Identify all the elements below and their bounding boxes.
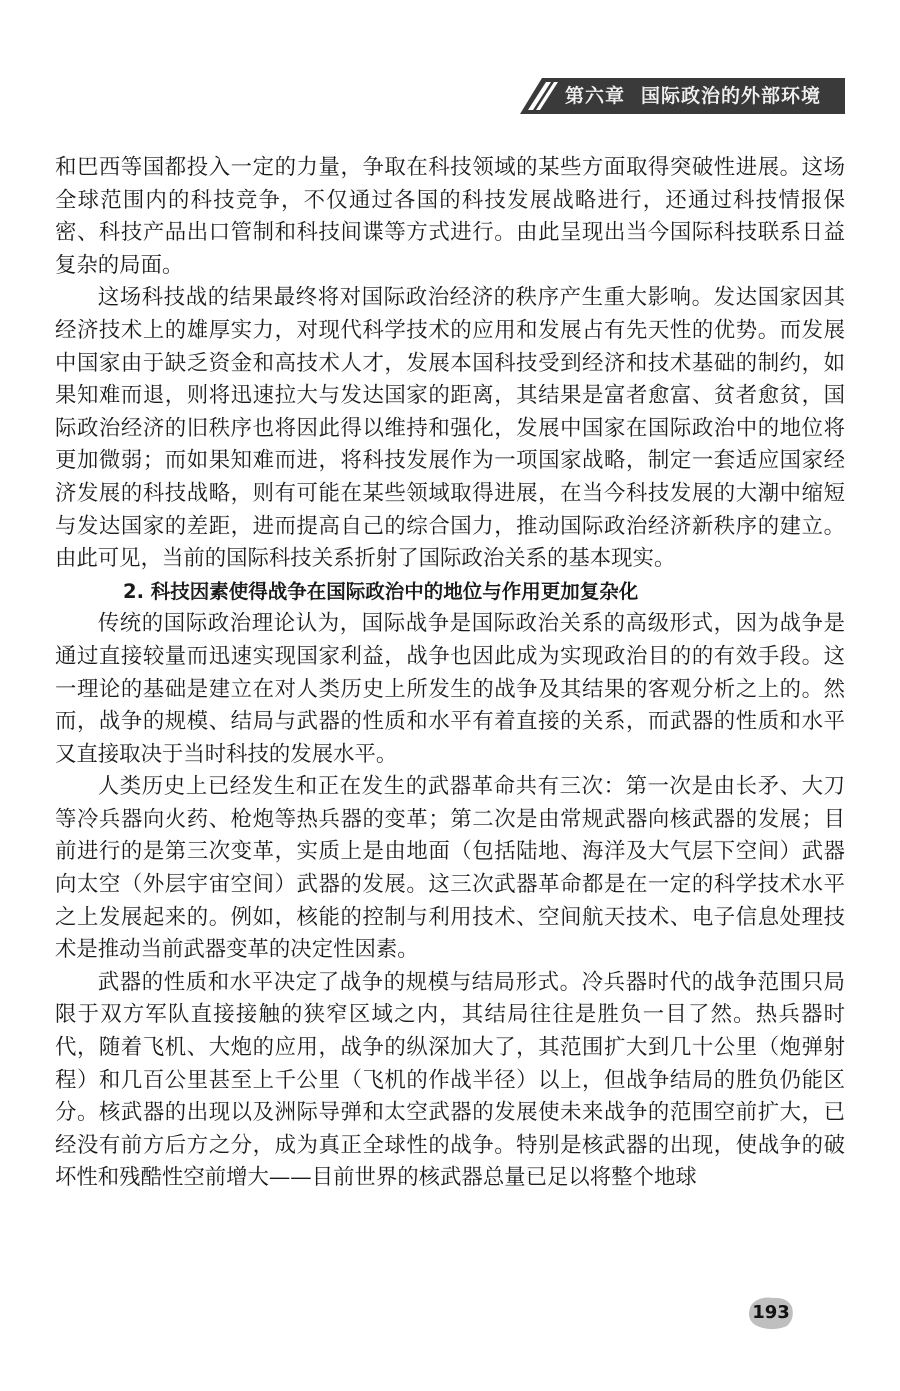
paragraph-3: 传统的国际政治理论认为，国际战争是国际政治关系的高级形式，因为战争是通过直接较量而迅速实现国家利益，战争也因此成为实现政治目的的有效手段。这一理论的基础是建立在对人类历史上所发生的战争及其结果的客观分析之上的。然而，战争的规模、结局与武器的性质和水平有着直接的关系，而武器的性质和水平又直接取决于当时科技的发展水平。 (55, 611, 845, 767)
page-number: 193 (752, 1302, 790, 1323)
paragraph-1: 和巴西等国都投入一定的力量，争取在科技领域的某些方面取得突破性进展。这场全球范围内的科技竞争，不仅通过各国的科技发展战略进行，还通过科技情报保密、科技产品出口管制和科技间谍等方式进行。由此呈现出当今国际科技联系日益复杂的局面。 (55, 155, 845, 278)
page-number-badge (747, 1295, 795, 1331)
page-body (55, 152, 845, 1195)
paragraph-5: 武器的性质和水平决定了战争的规模与结局形式。冷兵器时代的战争范围只局限于双方军队直接接触的狭窄区域之内，其结局往往是胜负一目了然。热兵器时代，随着飞机、大炮的应用，战争的纵深加大了，其范围扩大到几十公里（炮弹射程）和几百公里甚至上千公里（飞机的作战半径）以上，但战争结局的胜负仍能区分。核武器的出现以及洲际导弹和太空武器的发展使未来战争的范围空前扩大，已经没有前方后方之分，成为真正全球性的战争。特别是核武器的出现，使战争的破坏性和残酷性空前增大——目前世界的核武器总量已足以将整个地球 (55, 969, 845, 1191)
section-heading: 2. 科技因素使得战争在国际政治中的地位与作用更加复杂化 (123, 579, 639, 603)
chapter-header (565, 80, 821, 112)
paragraph-2: 这场科技战的结果最终将对国际政治经济的秩序产生重大影响。发达国家因其经济技术上的雄厚实力，对现代科学技术的应用和发展占有先天性的优势。而发展中国家由于缺乏资金和高技术人才，发展本国科技受到经济和技术基础的制约，如果知难而退，则将迅速拉大与发达国家的距离，其结果是富者愈富、贫者愈贫，国际政治经济的旧秩序也将因此得以维持和强化，发展中国家在国际政治中的地位将更加微弱；而如果知难而进，将科技发展作为一项国家战略，制定一套适应国家经济发展的科技战略，则有可能在某些领域取得进展，在当今科技发展的大潮中缩短与发达国家的差距，进而提高自己的综合国力，推动国际政治经济新秩序的建立。由此可见，当前的国际科技关系折射了国际政治关系的基本现实。 (55, 285, 845, 572)
chapter-number: 第六章 (565, 85, 626, 107)
paragraph-4: 人类历史上已经发生和正在发生的武器革命共有三次：第一次是由长矛、大刀等冷兵器向火药、枪炮等热兵器的变革；第二次是由常规武器向核武器的发展；目前进行的是第三次变革，实质上是由地面（包括陆地、海洋及大气层下空间）武器向太空（外层宇宙空间）武器的发展。这三次武器革命都是在一定的科学技术水平之上发展起来的。例如，核能的控制与利用技术、空间航天技术、电子信息处理技术是推动当前武器变革的决定性因素。 (55, 774, 845, 963)
chapter-title: 国际政治的外部环境 (641, 85, 822, 107)
